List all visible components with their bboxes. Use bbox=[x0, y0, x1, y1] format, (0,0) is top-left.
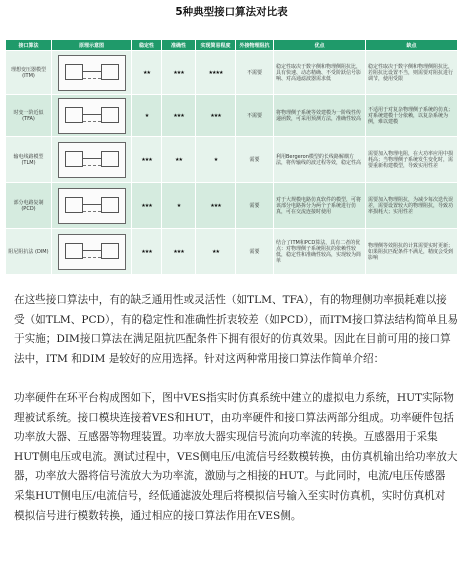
cons-text: 需要加入物理阻抗，为减少每次迭代误差，需要设置较大的物理阻抗，导致功率损耗大；实用性差 bbox=[366, 183, 458, 229]
accuracy-rating: ★★★ bbox=[162, 95, 196, 137]
pros-text: 对于大规模电路仿真软件的模型，可将该部分电路拆分为两个子系统进行仿真，可在交流连接时使用 bbox=[274, 183, 366, 229]
header-cell: 优点 bbox=[274, 40, 366, 51]
paragraph-phil-platform bbox=[14, 389, 458, 526]
text-line: HUT侧电压或电流。测试过程中，VES侧电压/电流信号经数模转换，由仿真机输出给功率放大 bbox=[14, 450, 458, 463]
principle-diagram bbox=[52, 95, 132, 137]
table-row bbox=[6, 95, 458, 137]
ease-rating: ★★★★ bbox=[196, 51, 236, 95]
stability-rating: ★ bbox=[132, 95, 162, 137]
circuit-diagram-image bbox=[58, 188, 126, 224]
text-line: 于实施；DIM接口算法在满足阻抗匹配条件下拥有很好的仿真效果。因此在目前可用的接口算 bbox=[14, 333, 451, 346]
text-line: 功率硬件在环平台构成图如下，图中VES指实时仿真系统中建立的虚拟电力系统，HUT实际物 bbox=[14, 392, 454, 404]
circuit-diagram-image bbox=[58, 234, 126, 270]
algorithm-name: 输电线路模型 (TLM) bbox=[6, 137, 52, 183]
table-row bbox=[6, 137, 458, 183]
circuit-diagram-image bbox=[58, 142, 126, 178]
accuracy-rating: ★★ bbox=[162, 137, 196, 183]
pros-text: 利用Bergeron模型的长线路解耦方法，将传输线的波过程等效，稳定性高 bbox=[274, 137, 366, 183]
stability-rating: ★★ bbox=[132, 51, 162, 95]
pros-text: 结合了ITM和PCD算法，具有二者的优点：对物理侧子系统阻抗的依赖性较低，稳定性和准确性较高，实现较为简单 bbox=[274, 229, 366, 275]
table-row bbox=[6, 183, 458, 229]
principle-diagram bbox=[52, 183, 132, 229]
algorithm-name: 理想变压器模型 (ITM) bbox=[6, 51, 52, 95]
stability-rating: ★★★ bbox=[132, 229, 162, 275]
text-line: 受（如TLM、PCD），有的稳定性和准确性折衷较差（如PCD），而ITM接口算法结构简单且易 bbox=[14, 313, 459, 326]
header-cell: 外接物理阻抗 bbox=[236, 40, 274, 51]
table-header-row bbox=[6, 40, 458, 51]
table-title: 5种典型接口算法对比表 bbox=[175, 6, 288, 18]
accuracy-rating: ★★★ bbox=[162, 51, 196, 95]
text-line: 理被试系统。接口模块连接着VES和HUT，由功率硬件和接口算法两部分组成。功率硬件包括 bbox=[14, 411, 454, 424]
text-line: 模拟信号进行模数转换，通过相应的接口算法作用在VES侧。 bbox=[14, 509, 302, 522]
impedance-need: 需要 bbox=[236, 183, 274, 229]
impedance-need: 需要 bbox=[236, 137, 274, 183]
algorithm-name: 阻尼阻抗法 (DIM) bbox=[6, 229, 52, 275]
text-line: 器，功率放大器将信号流放大为功率流，激励与之相接的HUT。与此同时，电流/电压传感器 bbox=[14, 470, 446, 483]
header-cell: 原理示意图 bbox=[52, 40, 132, 51]
table-row bbox=[6, 229, 458, 275]
cons-text: 需要加入物理电阻，在大功率应用中损耗高；当物理侧子系统发生变化时，需要重新构建模型，导致实用性差 bbox=[366, 137, 458, 183]
cons-text: 物理侧等效阻抗的计算需要实时更新；如果阻抗匹配条件不满足，精度会受到影响 bbox=[366, 229, 458, 275]
circuit-diagram-image bbox=[58, 55, 126, 91]
cons-text: 不适用于对复杂物理侧子系统的仿真；对系统建模十分依赖，以复杂系统为例，难以建模 bbox=[366, 95, 458, 137]
text-line: 法中，ITM 和DIM 是较好的应用选择。针对这两种常用接口算法作简单介绍： bbox=[14, 352, 385, 365]
table-row bbox=[6, 51, 458, 95]
header-cell: 稳定性 bbox=[132, 40, 162, 51]
text-line: 采集HUT侧电压/电流信号，经低通滤波处理后将模拟信号输入至实时仿真机，实时仿真机对 bbox=[14, 489, 446, 502]
ease-rating: ★★★ bbox=[196, 95, 236, 137]
header-cell: 实现简易程度 bbox=[196, 40, 236, 51]
paragraph-interface-algorithms bbox=[14, 291, 459, 369]
ease-rating: ★★★ bbox=[196, 183, 236, 229]
accuracy-rating: ★★★ bbox=[162, 229, 196, 275]
header-cell: 缺点 bbox=[366, 40, 458, 51]
impedance-need: 不需要 bbox=[236, 95, 274, 137]
ease-rating: ★★ bbox=[196, 229, 236, 275]
circuit-diagram-image bbox=[58, 98, 126, 134]
pros-text: 将物理侧子系统等效建模为一阶线性传递函数，可采用预测方法，准确性较高 bbox=[274, 95, 366, 137]
header-cell: 接口算法 bbox=[6, 40, 52, 51]
stability-rating: ★★★ bbox=[132, 137, 162, 183]
header-cell: 准确性 bbox=[162, 40, 196, 51]
stability-rating: ★★★ bbox=[132, 183, 162, 229]
cons-text: 稳定性取决于数字侧和物理侧阻抗比，若阻抗比设置不当，则需要对阻抗进行调节，使用受限 bbox=[366, 51, 458, 95]
pros-text: 稳定性取决于数字侧和物理侧阻抗比，具有快速、动态精确、不受阶跃信号影响、对高通滤波器需求低 bbox=[274, 51, 366, 95]
accuracy-rating: ★ bbox=[162, 183, 196, 229]
impedance-need: 需要 bbox=[236, 229, 274, 275]
impedance-need: 不需要 bbox=[236, 51, 274, 95]
ease-rating: ★ bbox=[196, 137, 236, 183]
principle-diagram bbox=[52, 229, 132, 275]
principle-diagram bbox=[52, 137, 132, 183]
algorithm-name: 部分电路复制 (PCD) bbox=[6, 183, 52, 229]
text-line: 在这些接口算法中，有的缺乏通用性或灵活性（如TLM、TFA），有的物理侧功率损耗难以接 bbox=[14, 294, 447, 306]
comparison-table bbox=[5, 39, 458, 275]
algorithm-name: 时变一阶近似 (TFA) bbox=[6, 95, 52, 137]
text-line: 功率放大器、互感器等物理装置。功率放大器实现信号流向功率流的转换。互感器用于采集 bbox=[14, 431, 438, 444]
principle-diagram bbox=[52, 51, 132, 95]
